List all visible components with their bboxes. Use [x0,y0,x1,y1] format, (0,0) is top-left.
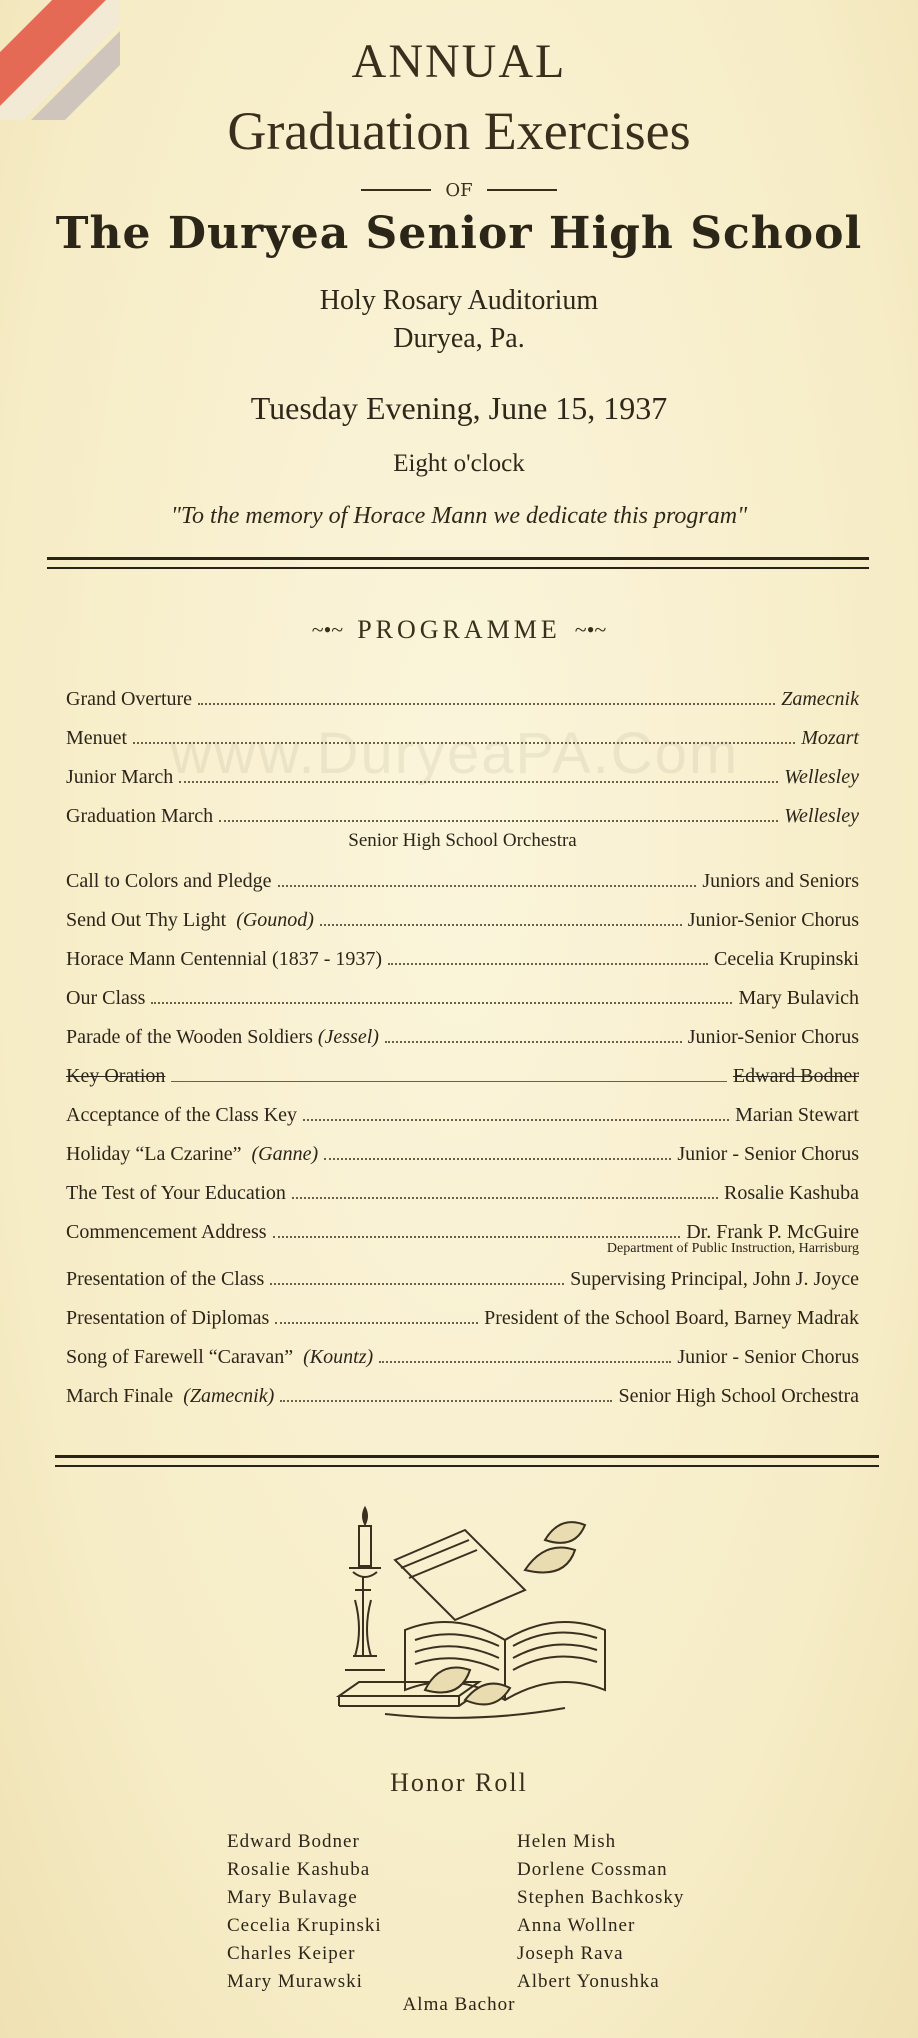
honor-roll-name: Stephen Bachkosky [517,1887,685,1908]
honor-roll-name: Mary Bulavage [227,1887,358,1908]
programme-item-title [66,909,314,932]
orchestra-note: Senior High School Orchestra [348,830,577,851]
programme-item-composer: (Ganne) [251,1143,319,1165]
honor-roll-right-column [517,1828,777,1996]
programme-item-performer: Mary Bulavich [738,987,859,1009]
programme-row [66,1291,859,1330]
programme-row [66,1049,859,1088]
programme-list [66,672,859,1408]
leader-dots [273,1236,681,1238]
programme-item-performer: Zamecnik [781,688,859,710]
programme-item-composer: (Jessel) [317,1026,379,1048]
bottom-double-rule [55,1455,879,1467]
leader-dots [303,1119,729,1121]
programme-item-title: Presentation of Diplomas [66,1307,270,1329]
venue-town: Duryea, Pa. [393,323,525,354]
honor-roll-name: Dorlene Cossman [517,1859,668,1880]
leader-dots [275,1322,478,1324]
programme-item-title: Acceptance of the Class Key [66,1104,298,1126]
programme-item-title [66,1026,379,1049]
programme-item-title: Key Oration [66,1065,166,1087]
leader-dots [278,885,697,887]
honor-roll-name: Edward Bodner [227,1831,360,1852]
programme-row [66,1010,859,1049]
venue-name: Holy Rosary Auditorium [319,285,599,316]
page-title: Graduation Exercises [227,101,691,161]
programme-row [66,672,859,711]
leader-dots [324,1158,671,1160]
programme-item-title [66,1143,318,1166]
honor-roll-name: Anna Wollner [517,1915,636,1936]
flourish-right-icon: ~•~ [574,617,607,642]
flourish-left-icon: ~•~ [311,617,344,642]
programme-item-performer: Mozart [801,727,859,749]
programme-row [66,789,859,828]
programme-item-composer: (Gounod) [236,909,314,931]
leader-dots [320,924,682,926]
leader-dots [388,963,708,965]
programme-row [66,1369,859,1408]
dedication: "To the memory of Horace Mann we dedicate this program" [170,503,748,529]
programme-item-title [66,1385,274,1408]
event-time: Eight o'clock [393,450,525,477]
programme-item-performer: Dr. Frank P. McGuire [686,1221,859,1243]
programme-item-title: The Test of Your Education [66,1182,286,1204]
honor-roll-name: Rosalie Kashuba [227,1859,371,1880]
programme-item-title: Menuet [66,727,128,749]
of-rule-left [361,189,431,191]
programme-row [66,1330,859,1369]
event-date: Tuesday Evening, June 15, 1937 [250,390,668,426]
programme-item-title: Graduation March [66,805,214,827]
leader-dots [171,1081,727,1082]
of-label: OF [445,179,473,201]
programme-item-title: Grand Overture [66,688,193,710]
honor-roll-name: Mary Murawski [227,1971,363,1992]
honor-roll-name: Joseph Rava [517,1943,624,1964]
leader-dots [198,703,775,705]
programme-item-name: Song of Farewell “Caravan” [66,1346,294,1368]
programme-item-title: Our Class [66,987,146,1009]
programme-row [66,1166,859,1205]
programme-item-name: Parade of the Wooden Soldiers [66,1026,313,1048]
of-rule-right [487,189,557,191]
programme-item-composer: (Zamecnik) [183,1385,275,1407]
lamp-and-book-emblem-icon [325,1500,615,1730]
department-note: Department of Public Instruction, Harrisburg [606,1241,859,1256]
school-name: The Duryea Senior High School [55,208,863,259]
programme-item-title: Commencement Address [66,1221,267,1243]
leader-dots [379,1361,671,1363]
leader-dots [292,1197,718,1199]
honor-roll-last-name: Alma Bachor [402,1994,516,2015]
programme-item-name: Holiday “La Czarine” [66,1143,242,1165]
programme-row [66,711,859,750]
programme-item-performer: Rosalie Kashuba [724,1182,859,1204]
programme-item-performer: Edward Bodner [732,1065,859,1087]
programme-item-performer: Junior - Senior Chorus [677,1143,859,1165]
leader-dots [280,1400,612,1402]
programme-row [66,932,859,971]
programme-item-title: Presentation of the Class [66,1268,265,1290]
programme-item-name: Send Out Thy Light [66,909,227,931]
leader-dots [151,1002,732,1004]
leader-dots [179,781,778,783]
programme-row [66,1205,859,1244]
programme-item-performer: Wellesley [784,805,859,827]
annual-heading: ANNUAL [351,35,567,88]
programme-item-title: Junior March [66,766,174,788]
programme-item-performer: Cecelia Krupinski [714,948,859,970]
honor-roll-name: Helen Mish [517,1831,617,1852]
programme-item-performer: Marian Stewart [735,1104,859,1126]
programme-row [66,1127,859,1166]
programme-item-title [66,1346,373,1369]
honor-roll-left-column [227,1828,487,1996]
leader-dots [133,742,795,744]
venue [0,282,918,358]
honor-roll-title: Honor Roll [390,1768,528,1797]
programme-item-performer: Senior High School Orchestra [618,1385,859,1407]
programme-row [66,750,859,789]
programme-item-title: Horace Mann Centennial (1837 - 1937) [66,948,383,970]
honor-roll-name: Albert Yonushka [517,1971,660,1992]
programme-item-performer: Wellesley [784,766,859,788]
leader-dots [385,1041,682,1043]
programme-item-performer: Junior-Senior Chorus [687,909,859,931]
honor-roll-name: Cecelia Krupinski [227,1915,382,1936]
honor-roll-name: Charles Keiper [227,1943,356,1964]
programme-item-name: March Finale [66,1385,174,1407]
programme-row [66,971,859,1010]
watermark: www.DuryeaPA.Com [170,721,740,786]
programme-item-performer: Supervising Principal, John J. Joyce [570,1268,859,1290]
programme-item-composer: (Kountz) [303,1346,374,1368]
programme-heading [0,612,918,648]
programme-item-performer: Juniors and Seniors [702,870,859,892]
programme-row [66,1252,859,1291]
programme-item-performer: Junior-Senior Chorus [687,1026,859,1048]
programme-row [66,854,859,893]
programme-title: PROGRAMME [357,615,561,644]
top-double-rule [47,557,869,569]
programme-item-performer: President of the School Board, Barney Madrak [484,1307,859,1329]
programme-item-performer: Junior - Senior Chorus [677,1346,859,1368]
leader-dots [219,820,778,822]
programme-row [66,1088,859,1127]
leader-dots [270,1283,564,1285]
programme-item-title: Call to Colors and Pledge [66,870,272,892]
of-divider [0,178,918,202]
programme-row [66,893,859,932]
